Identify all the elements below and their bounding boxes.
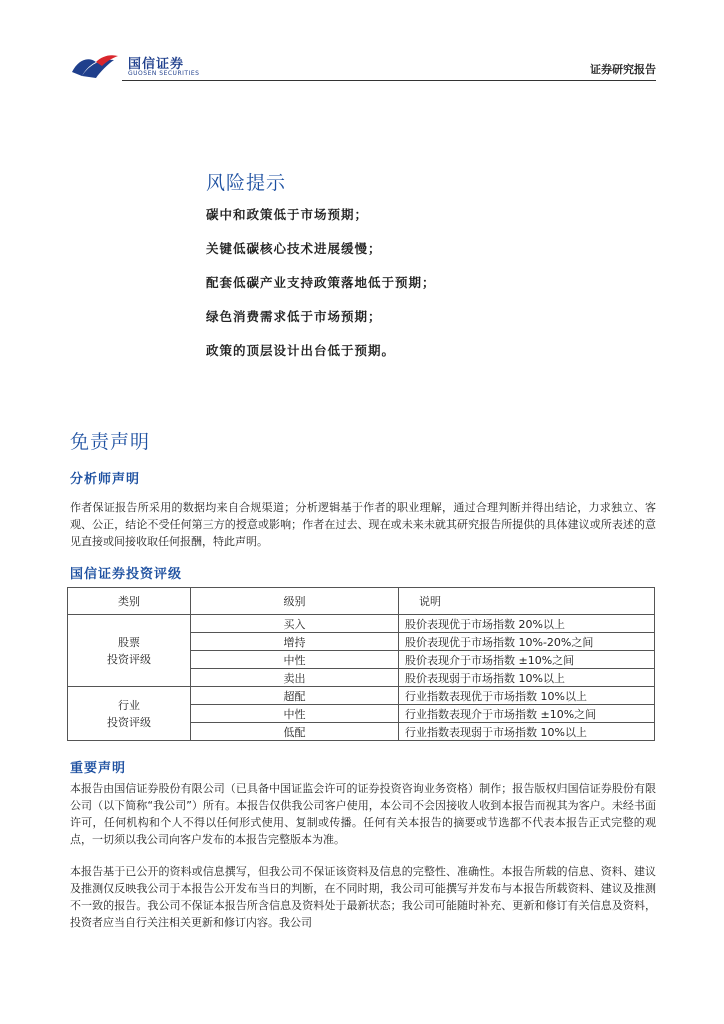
logo-english-name: GUOSEN SECURITIES bbox=[128, 70, 200, 77]
page-header bbox=[0, 0, 724, 90]
industry-rating-category bbox=[68, 687, 191, 741]
header-level: 级别 bbox=[191, 588, 399, 615]
rating-level: 中性 bbox=[191, 651, 399, 669]
rating-description: 行业指数表现优于市场指数 10%以上 bbox=[399, 687, 655, 705]
header-description: 说明 bbox=[399, 588, 655, 615]
risk-item: 关键低碳核心技术进展缓慢； bbox=[206, 241, 382, 256]
rating-description: 行业指数表现弱于市场指数 10%以上 bbox=[399, 723, 655, 741]
important-statement-title: 重要声明 bbox=[70, 761, 127, 776]
header-divider bbox=[122, 80, 656, 81]
rating-title: 国信证券投资评级 bbox=[70, 567, 183, 582]
risk-item: 绿色消费需求低于市场预期； bbox=[206, 309, 382, 324]
rating-level: 超配 bbox=[191, 687, 399, 705]
table-row bbox=[68, 687, 655, 705]
rating-table bbox=[67, 587, 655, 741]
risk-item: 政策的顶层设计出台低于预期。 bbox=[206, 343, 396, 358]
logo-chinese-name: 国信证券 bbox=[128, 57, 185, 72]
rating-level: 卖出 bbox=[191, 669, 399, 687]
important-statement-para: 本报告基于已公开的资料或信息撰写，但我公司不保证该资料及信息的完整性、准确性。本报告所载的信息、资料、建议及推测仅反映我公司于本报告公开发布当日的判断，在不同时期，我公司可能撰写并发布与本报告所载资料、建议及推测不一致的报告。我公司不保证本报告所含信息及资料处于最新状态；我公司可能随时补充、更新和修订有关信息及资料，投资者应当自行关注相关更新和修订内容。我公司 bbox=[70, 865, 656, 929]
table-header-row bbox=[68, 588, 655, 615]
rating-description: 股价表现弱于市场指数 10%以上 bbox=[399, 669, 655, 687]
category-line: 行业 bbox=[118, 698, 140, 712]
rating-level: 买入 bbox=[191, 615, 399, 633]
stock-rating-category bbox=[68, 615, 191, 687]
important-statement-para: 本报告由国信证券股份有限公司（已具备中国证监会许可的证券投资咨询业务资格）制作；报告版权归国信证券股份有限公司（以下简称“我公司”）所有。本报告仅供我公司客户使用，本公司不会因接收人收到本报告而视其为客户。未经书面许可，任何机构和个人不得以任何形式使用、复制或传播。任何有关本报告的摘要或节选都不代表本报告正式完整的观点，一切须以我公司向客户发布的本报告完整版本为准。 bbox=[70, 782, 656, 846]
analyst-statement-text: 作者保证报告所采用的数据均来自合规渠道；分析逻辑基于作者的职业理解，通过合理判断并得出结论，力求独立、客观、公正，结论不受任何第三方的授意或影响；作者在过去、现在或未来未就其研究报告所提供的具体建议或所表述的意见直接或间接收取任何报酬，特此声明。 bbox=[70, 501, 656, 548]
category-line: 投资评级 bbox=[107, 652, 151, 666]
rating-description: 行业指数表现介于市场指数 ±10%之间 bbox=[399, 705, 655, 723]
disclaimer-title: 免责声明 bbox=[70, 431, 151, 453]
table-row bbox=[68, 615, 655, 633]
rating-level: 增持 bbox=[191, 633, 399, 651]
company-logo bbox=[70, 50, 210, 82]
header-category: 类别 bbox=[68, 588, 191, 615]
rating-description: 股价表现介于市场指数 ±10%之间 bbox=[399, 651, 655, 669]
report-type-label: 证券研究报告 bbox=[590, 63, 656, 76]
category-line: 投资评级 bbox=[107, 715, 151, 729]
logo-emblem-icon bbox=[70, 50, 126, 80]
risk-title: 风险提示 bbox=[206, 172, 287, 194]
risk-item: 碳中和政策低于市场预期； bbox=[206, 207, 369, 222]
rating-level: 中性 bbox=[191, 705, 399, 723]
category-line: 股票 bbox=[118, 635, 140, 649]
risk-section bbox=[206, 168, 666, 377]
rating-level: 低配 bbox=[191, 723, 399, 741]
analyst-statement-title: 分析师声明 bbox=[70, 472, 141, 487]
rating-description: 股价表现优于市场指数 20%以上 bbox=[399, 615, 655, 633]
risk-item: 配套低碳产业支持政策落地低于预期； bbox=[206, 275, 436, 290]
rating-description: 股价表现优于市场指数 10%-20%之间 bbox=[399, 633, 655, 651]
